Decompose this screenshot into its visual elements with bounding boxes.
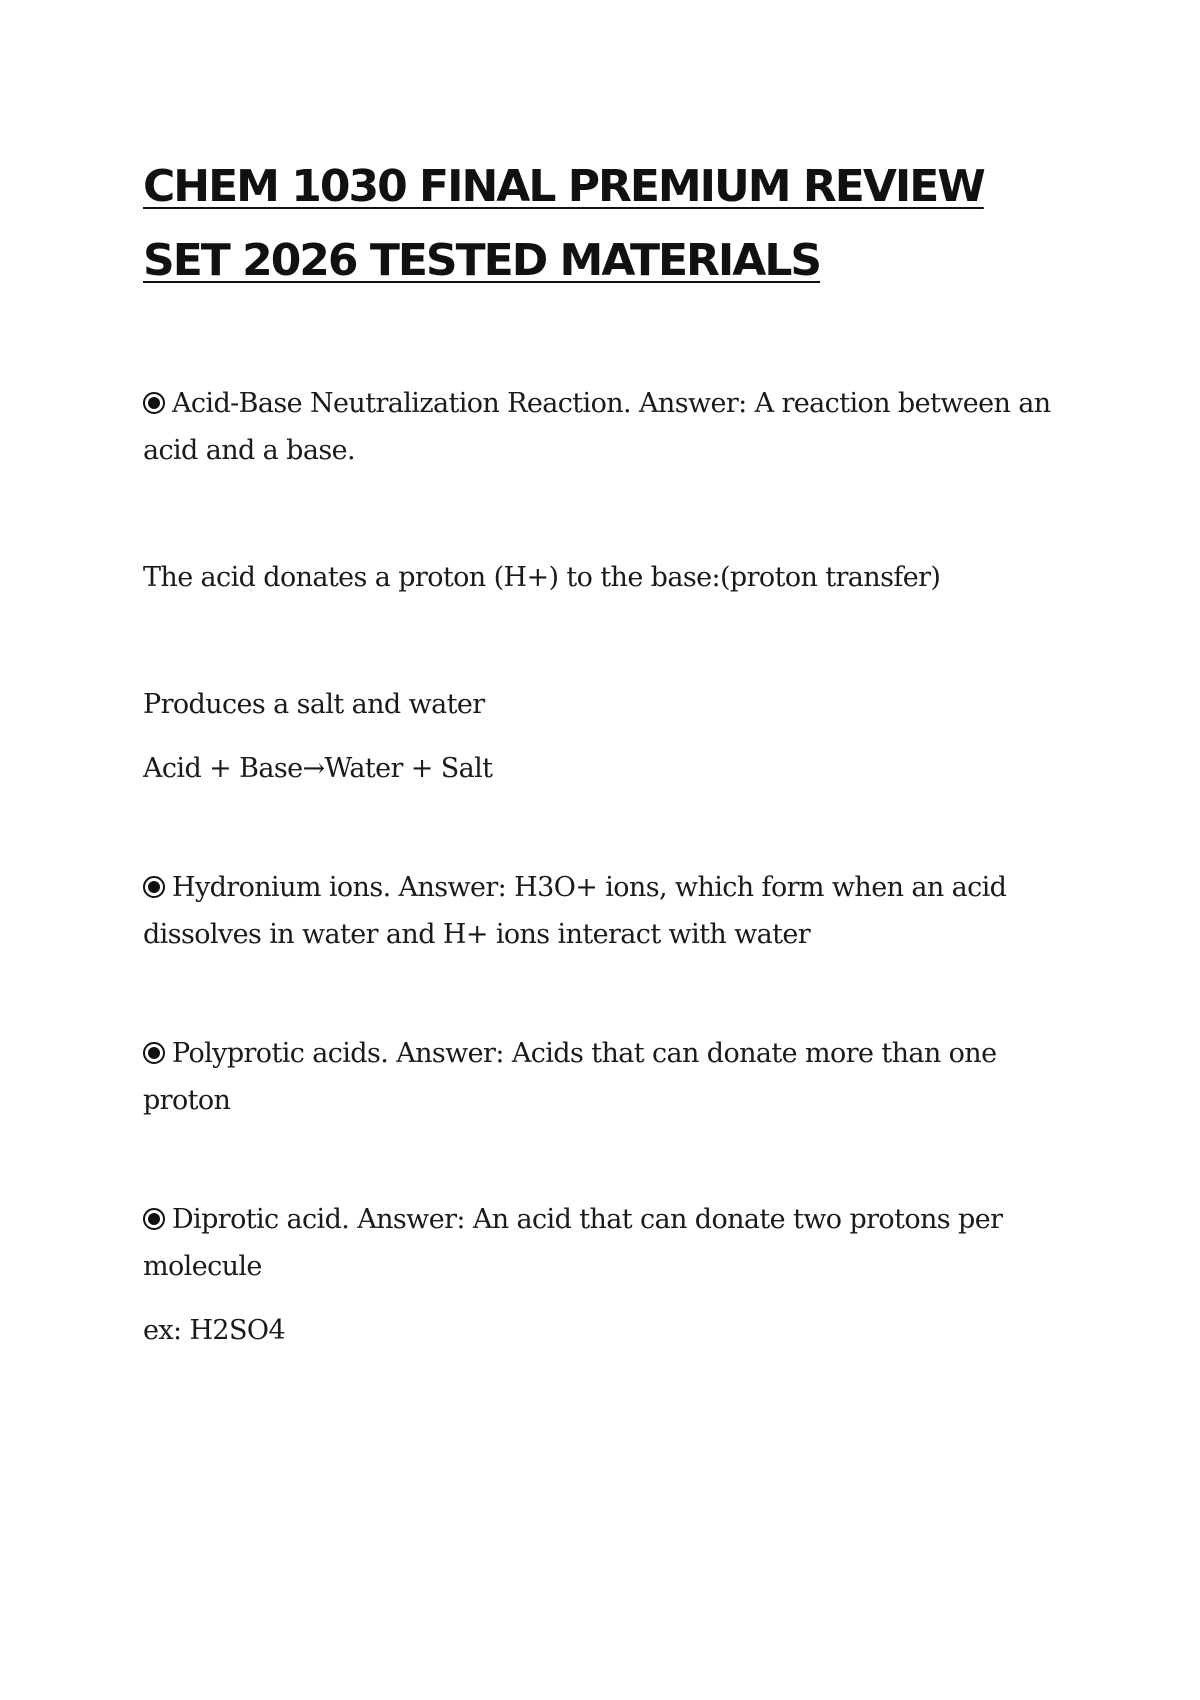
document-page [143,150,1058,1354]
question-text: Acid-Base Neutralization Reaction. [172,388,632,419]
note-salt-water: Produces a salt and water [143,689,485,720]
note-proton-transfer: The acid donates a proton (H+) to the base:(proton transfer) [143,562,941,593]
note-equation: Acid + Base→Water + Salt [143,753,493,784]
answer-text: Answer: Acids that can donate more than one proton [143,1038,997,1116]
qa-item-polyprotic [143,1030,1058,1124]
radio-bullet-icon [143,392,165,414]
document-title: CHEM 1030 FINAL PREMIUM REVIEW SET 2026 TESTED MATERIALS [143,161,984,286]
qa-item-hydronium [143,864,1058,958]
answer-text: Answer: An acid that can donate two protons per molecule [143,1204,1003,1282]
qa-item-neutralization [143,380,1058,474]
question-text: Hydronium ions. [172,872,391,903]
radio-bullet-icon [143,876,165,898]
document-body [143,380,1058,1354]
note-example: ex: H2SO4 [143,1315,286,1346]
answer-text: Answer: A reaction between an acid and a base. [143,388,1051,466]
radio-bullet-icon [143,1208,165,1230]
radio-bullet-icon [143,1042,165,1064]
question-text: Polyprotic acids. [172,1038,389,1069]
qa-item-diprotic [143,1196,1058,1290]
answer-text: Answer: H3O+ ions, which form when an acid dissolves in water and H+ ions interact with water [143,872,1007,950]
question-text: Diprotic acid. [172,1204,350,1235]
